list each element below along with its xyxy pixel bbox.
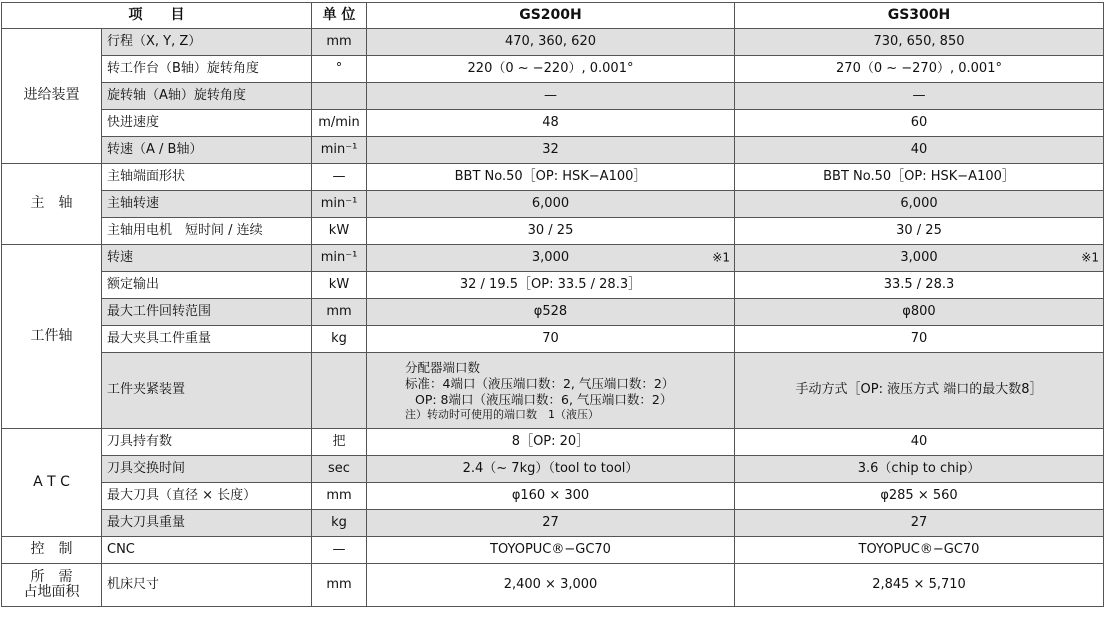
- row-value-m1: 220（0 ~ −220）, 0.001°: [367, 56, 735, 83]
- header-row: [2, 3, 1104, 29]
- row-unit: kg: [312, 326, 367, 353]
- row-value-m2: 30 / 25: [735, 218, 1104, 245]
- row-value-m1: 6,000: [367, 191, 735, 218]
- row-unit: mm: [312, 483, 367, 510]
- row-value-m1: 70: [367, 326, 735, 353]
- row-value-m1: 8［OP: 20］: [367, 429, 735, 456]
- row-item: 额定输出: [102, 272, 312, 299]
- row-value-m2: 手动方式［OP: 液压方式 端口的最大数8］: [735, 353, 1104, 429]
- table-row: [2, 29, 1104, 56]
- row-item: 最大刀具重量: [102, 510, 312, 537]
- row-value-m2: [735, 245, 1104, 272]
- group-spindle: 主 轴: [2, 164, 102, 245]
- row-value-m2: φ285 × 560: [735, 483, 1104, 510]
- group-floor-line-2: 占地面积: [23, 584, 80, 600]
- row-value-m2: 6,000: [735, 191, 1104, 218]
- table-row: [2, 456, 1104, 483]
- row-value-m2: 2,845 × 5,710: [735, 564, 1104, 607]
- table-row: [2, 191, 1104, 218]
- clamp-line: 分配器端口数: [405, 359, 481, 375]
- row-item: 转速（A / B轴）: [102, 137, 312, 164]
- row-value-m1: φ160 × 300: [367, 483, 735, 510]
- row-unit: —: [312, 537, 367, 564]
- row-item: 主轴端面形状: [102, 164, 312, 191]
- row-item: 旋转轴（A轴）旋转角度: [102, 83, 312, 110]
- row-value-m2: 40: [735, 137, 1104, 164]
- group-floor-line-1: 所 需: [30, 568, 73, 585]
- row-item: 机床尺寸: [102, 564, 312, 607]
- row-item: 刀具持有数: [102, 429, 312, 456]
- clamp-line: 标准：4端口（液压端口数：2, 气压端口数：2）: [405, 375, 675, 391]
- row-value-m1: φ528: [367, 299, 735, 326]
- table-row: [2, 245, 1104, 272]
- group-floor-space: [2, 564, 102, 607]
- row-item: 转速: [102, 245, 312, 272]
- row-unit: °: [312, 56, 367, 83]
- table-row: [2, 299, 1104, 326]
- value-text: 3,000: [900, 249, 938, 265]
- row-value-m1: —: [367, 83, 735, 110]
- group-work-axis: 工件轴: [2, 245, 102, 429]
- row-item: 快进速度: [102, 110, 312, 137]
- row-value-m1: 32: [367, 137, 735, 164]
- table-row: [2, 429, 1104, 456]
- row-value-m2: φ800: [735, 299, 1104, 326]
- row-value-m2: TOYOPUC®−GC70: [735, 537, 1104, 564]
- row-value-m2: 60: [735, 110, 1104, 137]
- table-row: [2, 56, 1104, 83]
- row-unit: min⁻¹: [312, 191, 367, 218]
- row-item: 主轴用电机 短时间 / 连续: [102, 218, 312, 245]
- row-value-m1: 30 / 25: [367, 218, 735, 245]
- row-item: 工件夹紧装置: [102, 353, 312, 429]
- spec-table: [1, 2, 1104, 607]
- row-item: 主轴转速: [102, 191, 312, 218]
- value-text: 3,000: [531, 249, 570, 265]
- row-value-m1: 2.4（~ 7kg）（tool to tool）: [367, 456, 735, 483]
- row-item: CNC: [102, 537, 312, 564]
- row-unit: kW: [312, 218, 367, 245]
- table-row: [2, 218, 1104, 245]
- row-unit: m/min: [312, 110, 367, 137]
- row-value-m1: 48: [367, 110, 735, 137]
- row-value-m2: 270（0 ~ −270）, 0.001°: [735, 56, 1104, 83]
- table-row: [2, 510, 1104, 537]
- row-unit: mm: [312, 299, 367, 326]
- row-value-m2: 3.6（chip to chip）: [735, 456, 1104, 483]
- row-unit: kg: [312, 510, 367, 537]
- table-row: [2, 110, 1104, 137]
- table-row: [2, 564, 1104, 607]
- header-unit: 单 位: [312, 3, 367, 29]
- row-unit: sec: [312, 456, 367, 483]
- row-value-m2: 33.5 / 28.3: [735, 272, 1104, 299]
- row-value-m2: 730, 650, 850: [735, 29, 1104, 56]
- row-item: 转工作台（B轴）旋转角度: [102, 56, 312, 83]
- table-row: [2, 483, 1104, 510]
- row-value-m2: 70: [735, 326, 1104, 353]
- header-item: 项 目: [2, 3, 312, 29]
- table-row: [2, 83, 1104, 110]
- row-value-m2: 27: [735, 510, 1104, 537]
- header-model-1: GS200H: [367, 3, 735, 29]
- row-unit: mm: [312, 29, 367, 56]
- row-item: 最大工件回转范围: [102, 299, 312, 326]
- table-row: [2, 164, 1104, 191]
- footnote-mark: ※1: [1081, 250, 1099, 265]
- group-atc: A T C: [2, 429, 102, 537]
- row-unit: [312, 83, 367, 110]
- row-value-m1: 32 / 19.5［OP: 33.5 / 28.3］: [367, 272, 735, 299]
- row-value-m1: [367, 353, 735, 429]
- row-item: 最大刀具（直径 × 长度）: [102, 483, 312, 510]
- row-value-m1: BBT No.50［OP: HSK−A100］: [367, 164, 735, 191]
- row-unit: min⁻¹: [312, 137, 367, 164]
- group-control: 控 制: [2, 537, 102, 564]
- row-value-m1: [367, 245, 735, 272]
- row-unit: 把: [312, 429, 367, 456]
- row-item: 行程（X, Y, Z）: [102, 29, 312, 56]
- table-row: [2, 272, 1104, 299]
- table-row: [2, 537, 1104, 564]
- row-value-m2: 40: [735, 429, 1104, 456]
- row-value-m1: TOYOPUC®−GC70: [367, 537, 735, 564]
- clamp-note: 注）转动时可使用的端口数 1（液压）: [405, 407, 599, 421]
- row-value-m2: —: [735, 83, 1104, 110]
- row-unit: kW: [312, 272, 367, 299]
- row-item: 最大夹具工件重量: [102, 326, 312, 353]
- row-item: 刀具交换时间: [102, 456, 312, 483]
- clamp-line: OP: 8端口（液压端口数：6, 气压端口数：2）: [415, 391, 673, 407]
- row-value-m1: 470, 360, 620: [367, 29, 735, 56]
- row-value-m2: BBT No.50［OP: HSK−A100］: [735, 164, 1104, 191]
- row-value-m1: 2,400 × 3,000: [367, 564, 735, 607]
- table-row: [2, 326, 1104, 353]
- row-unit: [312, 353, 367, 429]
- row-value-m1: 27: [367, 510, 735, 537]
- row-unit: min⁻¹: [312, 245, 367, 272]
- footnote-mark: ※1: [712, 250, 730, 265]
- table-row: [2, 353, 1104, 429]
- group-feed: 进给装置: [2, 29, 102, 164]
- row-unit: mm: [312, 564, 367, 607]
- table-row: [2, 137, 1104, 164]
- header-model-2: GS300H: [735, 3, 1104, 29]
- row-unit: —: [312, 164, 367, 191]
